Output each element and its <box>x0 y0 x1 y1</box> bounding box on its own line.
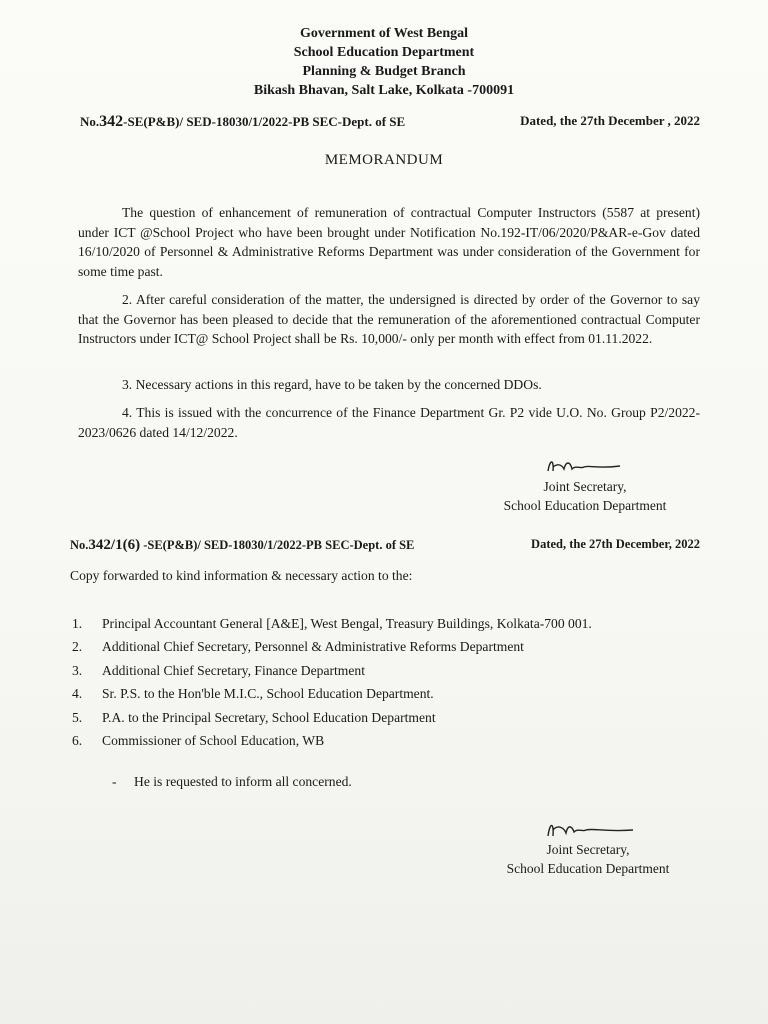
copy-reference-number <box>70 537 414 554</box>
ref2-code: -SE(P&B)/ SED-18030/1/2022-PB SEC-Dept. of SE <box>140 538 415 552</box>
ref-prefix: No. <box>80 114 100 129</box>
list-item-text: Additional Chief Secretary, Finance Department <box>102 662 365 678</box>
signatory-dept-2: School Education Department <box>506 861 670 876</box>
list-item-number: 4. <box>72 686 83 702</box>
handwritten-signature-1 <box>455 455 715 477</box>
letterhead-department: School Education Department <box>293 45 475 60</box>
handwritten-signature-2 <box>458 818 718 840</box>
signature-block-1 <box>455 455 715 515</box>
list-item-number: 6. <box>72 733 83 749</box>
paragraph-3: 3. Necessary actions in this regard, have to be taken by the concerned DDOs. <box>122 377 542 392</box>
letterhead <box>0 24 768 100</box>
ref2-prefix: No. <box>70 538 89 552</box>
signatory-dept-1: School Education Department <box>503 498 667 513</box>
copy-date: Dated, the 27th December, 2022 <box>531 537 700 551</box>
list-item-text: P.A. to the Principal Secretary, School Education Department <box>102 709 436 725</box>
paragraph-1: The question of enhancement of remuneration of contractual Computer Instructors (5587 at present) under ICT @School Project who have been brought under Notification No.192-IT/06/2020/P&AR-e-Gov dated 16/10/2020 of Personnel & Administrative Reforms Department was under consideration of the Government for some time past. <box>78 205 700 279</box>
list-item-text: Commissioner of School Education, WB <box>102 733 325 749</box>
memo-date: Dated, the 27th December , 2022 <box>520 113 700 128</box>
copy-forwarded-line: Copy forwarded to kind information & necessary action to the: <box>70 568 413 583</box>
letterhead-address: Bikash Bhavan, Salt Lake, Kolkata -700091 <box>253 83 515 98</box>
recipient-list <box>72 612 712 753</box>
sub-note <box>112 774 352 790</box>
signatory-title-2: Joint Secretary, <box>546 842 630 857</box>
letterhead-branch: Planning & Budget Branch <box>302 64 466 79</box>
list-item <box>72 683 712 707</box>
signatory-title-1: Joint Secretary, <box>543 479 627 494</box>
paragraph-2: 2. After careful consideration of the matter, the undersigned is directed by order of the Governor to say that the Governor has been pleased to decide that the remuneration of the aforementioned contractual Computer Instructors under ICT@ School Project shall be Rs. 10,000/- only per month with effect from 01.11.2022. <box>78 292 700 346</box>
list-item <box>72 730 712 754</box>
ref-handwritten-number: 342 <box>99 113 124 130</box>
memo-reference-number <box>80 113 405 131</box>
copy-reference-line <box>70 537 700 554</box>
list-item <box>72 612 712 636</box>
list-item <box>72 706 712 730</box>
memo-reference-line <box>80 113 700 131</box>
list-item-number: 5. <box>72 709 83 725</box>
list-item-text: Sr. P.S. to the Hon'ble M.I.C., School Education Department. <box>102 686 434 702</box>
list-item-text: Additional Chief Secretary, Personnel & Administrative Reforms Department <box>102 639 524 655</box>
letterhead-government: Government of West Bengal <box>299 26 469 41</box>
list-item-text: Principal Accountant General [A&E], West Bengal, Treasury Buildings, Kolkata-700 001. <box>102 615 592 631</box>
list-item <box>72 636 712 660</box>
sub-note-text: He is requested to inform all concerned. <box>134 774 352 789</box>
list-item <box>72 659 712 683</box>
list-item-number: 2. <box>72 639 83 655</box>
list-item-number: 3. <box>72 662 83 678</box>
ref-code: -SE(P&B)/ SED-18030/1/2022-PB SEC-Dept. of SE <box>123 114 406 129</box>
signature-block-2 <box>458 818 718 878</box>
list-item-number: 1. <box>72 615 83 631</box>
paragraph-4: 4. This is issued with the concurrence of the Finance Department Gr. P2 vide U.O. No. Group P2/2022-2023/0626 dated 14/12/2022. <box>78 405 700 440</box>
sub-note-dash: - <box>112 774 117 789</box>
ref2-handwritten-number: 342/1(6) <box>88 537 141 553</box>
memo-title: MEMORANDUM <box>324 152 444 168</box>
